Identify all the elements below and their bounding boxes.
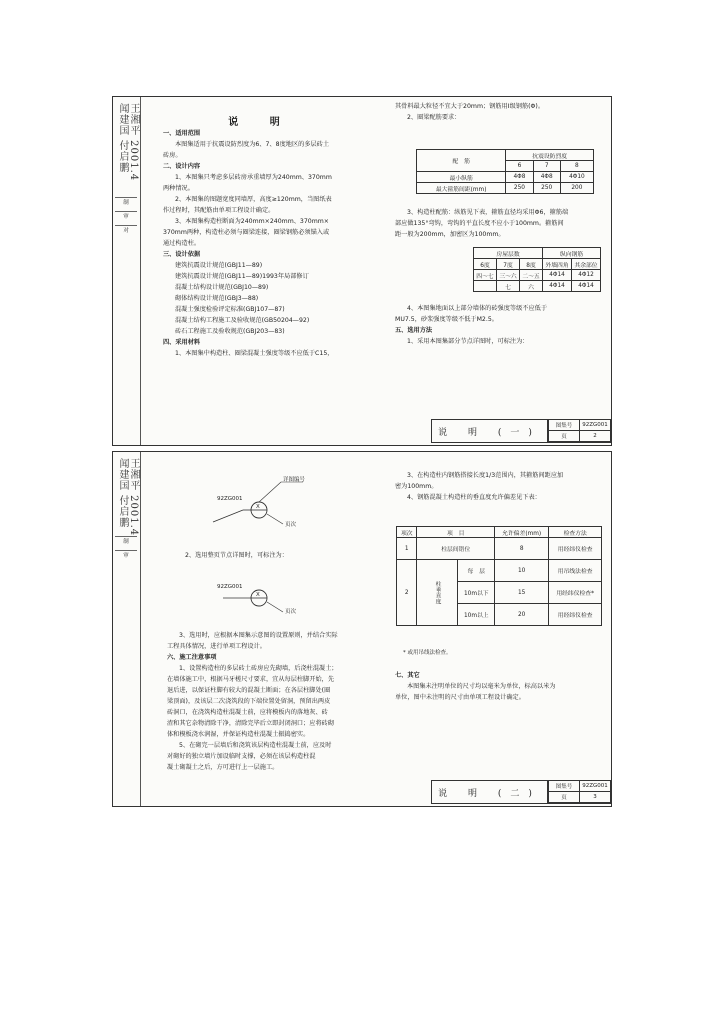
text-line: 混凝土结构工程施工及验收规范(GB50204—92) bbox=[175, 317, 310, 324]
callout-page: 页次 bbox=[285, 609, 297, 615]
section-heading: 五、选用方法 bbox=[395, 327, 433, 334]
text-line: 单位，图中未注明的尺寸由单项工程设计确定。 bbox=[395, 694, 525, 701]
text-line: 1、采用本图集部分节点详图时，可标注为： bbox=[407, 338, 529, 345]
side-cell: 制 bbox=[115, 536, 137, 549]
table-cell: 用经纬仪检查* bbox=[549, 582, 602, 604]
side-cell: 制 bbox=[115, 197, 137, 210]
text-line: 本图集适用于抗震设防烈度为6、7、8度地区的多层砖土 bbox=[175, 141, 330, 148]
table-header: 8 bbox=[560, 161, 593, 172]
callout-code: 92ZG001 bbox=[217, 584, 243, 590]
text-line: 渣和其它杂物清除干净，清除完毕后立即封闭洞口；应将砖砌 bbox=[167, 720, 335, 727]
text-line: MU7.5，砂浆强度等级不低于M2.5。 bbox=[395, 316, 498, 323]
table-cell: 4Φ8 bbox=[533, 172, 560, 183]
text-line: 通过构造柱。 bbox=[163, 240, 201, 247]
title-cell: 图集号 bbox=[548, 781, 579, 792]
table-cell: 10 bbox=[495, 560, 549, 582]
right-text-bottom bbox=[395, 303, 601, 347]
table-header: 6 bbox=[506, 161, 533, 172]
table-cell: 10m以上 bbox=[458, 604, 495, 626]
table-cell: 柱垂直度 bbox=[417, 560, 458, 626]
title-cell: 3 bbox=[579, 792, 610, 803]
side-cell: 审 bbox=[115, 211, 137, 224]
table-cell: 4Φ10 bbox=[560, 172, 593, 183]
callout-caption bbox=[173, 550, 363, 561]
signature-1: 闻建国 付启鹏 bbox=[117, 458, 128, 529]
table-cell: 2 bbox=[397, 560, 417, 626]
text-line: 建筑抗震设计规范(GBJ11—89)1993年局部修订 bbox=[175, 273, 309, 280]
right-text-bottom bbox=[395, 670, 601, 703]
table-cell: 每 层 bbox=[458, 560, 495, 582]
table-cell: 1 bbox=[397, 538, 417, 560]
table-note: * 或用吊线法检查。 bbox=[403, 650, 452, 656]
text-line: 体和模板浇水润湿，并保证构造柱混凝土振捣密实。 bbox=[167, 731, 310, 738]
sheet-title: 说 明 (二) bbox=[432, 781, 548, 803]
signature-1: 闻建国 付启鹏 bbox=[117, 103, 128, 174]
callout-page: 页次 bbox=[285, 522, 297, 528]
text-line: 1、本图集只考虑多层砖房承重墙厚为240mm、370mm bbox=[175, 174, 332, 181]
right-column bbox=[395, 470, 601, 503]
table-cell: 250 bbox=[506, 183, 533, 194]
left-text-block bbox=[167, 630, 371, 773]
table-cell: 最大箍筋间距(mm) bbox=[417, 183, 506, 194]
table-header: 纵向钢筋 bbox=[543, 248, 601, 259]
text-line: 砌体结构设计规范(GBJ3—88) bbox=[175, 295, 259, 302]
table-cell: 用经纬仪检查 bbox=[549, 604, 602, 626]
text-line: 370mm两种，构造柱必须与圈梁连接，圈梁钢筋必须锚入或 bbox=[163, 229, 330, 236]
table-row bbox=[474, 281, 601, 292]
text-line: 工程具体情况，进行单项工程设计。 bbox=[167, 643, 266, 650]
table-cell: 柱层间错位 bbox=[417, 538, 495, 560]
table-header: 检查方法 bbox=[549, 527, 602, 538]
title-cell: 92ZG001 bbox=[579, 420, 610, 431]
text-line: 作过程时，其配筋由单项工程设计确定。 bbox=[163, 207, 275, 214]
table-header: 外墙四角 bbox=[543, 259, 572, 270]
table-cell: 用经纬仪检查 bbox=[549, 538, 602, 560]
table-cell: 二～五 bbox=[520, 270, 543, 281]
signature-2: 王湘平 2001.4 bbox=[128, 103, 139, 182]
side-cell: 审 bbox=[115, 550, 137, 563]
text-line: 3、本图集构造柱断面为240mm×240mm、370mm× bbox=[175, 218, 329, 225]
table-header: 7 bbox=[533, 161, 560, 172]
text-line: 5、在砌完一层墙后和浇筑该层构造柱混凝土前，应及时 bbox=[179, 742, 332, 749]
callout-label: 详图编号 bbox=[283, 477, 306, 483]
table-header: 其余部位 bbox=[572, 259, 601, 270]
right-text-top bbox=[395, 470, 601, 503]
page-callout-symbol bbox=[203, 576, 323, 620]
callout-mark: X bbox=[256, 592, 260, 598]
text-line: 对砌好的独立墙片加设临时支撑，必须在该层构造柱混 bbox=[167, 753, 316, 760]
right-column bbox=[395, 101, 601, 123]
ring-beam-table bbox=[416, 149, 594, 194]
table-header: 允许偏差(mm) bbox=[495, 527, 549, 538]
section-heading: 七、其它 bbox=[395, 672, 420, 679]
text-line: 梁顶面)，及该层二次浇筑段的下端位置处留洞，预留出两皮 bbox=[167, 698, 331, 705]
signature-2: 王湘平 2001.4 bbox=[128, 458, 139, 537]
text-line: 4、钢筋混凝土构造柱的垂直度允许偏差见下表： bbox=[407, 494, 541, 501]
text-line: 2、圈梁配筋要求： bbox=[407, 114, 461, 121]
left-column bbox=[163, 117, 359, 359]
text-line: 部应做135°弯钩，弯钩的平直长度不应小于100mm。箍筋间 bbox=[395, 220, 564, 227]
table-row bbox=[417, 172, 594, 183]
table-cell: 六 bbox=[520, 281, 543, 292]
table-cell: 15 bbox=[495, 582, 549, 604]
drawing-sheet-2 bbox=[112, 451, 612, 807]
table-header: 7度 bbox=[497, 259, 520, 270]
table-cell bbox=[474, 281, 497, 292]
text-line: 混凝土强度检验评定标准(GBJ107—87) bbox=[175, 306, 285, 313]
right-text-mid bbox=[395, 207, 601, 240]
section-heading: 六、施工注意事项 bbox=[167, 654, 217, 661]
title-block bbox=[431, 780, 611, 804]
table-cell: 最小纵筋 bbox=[417, 172, 506, 183]
text-line: 退后进，以保证柱脚有较大的混凝土断面；在各层柱脚处(圈 bbox=[167, 687, 331, 694]
right-column-bottom bbox=[395, 670, 601, 703]
title-cell: 2 bbox=[579, 431, 610, 442]
table-cell: 4Φ8 bbox=[506, 172, 533, 183]
text-line: 砖洞口，在浇筑构造柱混凝土前，应将模板内的落地灰、砖 bbox=[167, 709, 328, 716]
section-heading: 三、设计依据 bbox=[163, 251, 201, 258]
title-block bbox=[431, 419, 611, 443]
left-text-block bbox=[163, 128, 359, 359]
table-cell: 8 bbox=[495, 538, 549, 560]
sheet-title: 说 明 (一) bbox=[432, 420, 548, 442]
table-header: 项 目 bbox=[417, 527, 495, 538]
table-header: 房屋层数 bbox=[474, 248, 543, 259]
section-heading: 四、采用材料 bbox=[163, 339, 201, 346]
table-cell: 250 bbox=[533, 183, 560, 194]
tolerance-table bbox=[396, 526, 602, 626]
right-text-top bbox=[395, 101, 601, 123]
table-header: 6度 bbox=[474, 259, 497, 270]
table-cell: 200 bbox=[560, 183, 593, 194]
table-row bbox=[474, 270, 601, 281]
text-line: 1、设置构造柱的多层砖土砖房应先砌墙，后浇柱混凝土； bbox=[179, 665, 338, 672]
text-line: 4、本图集地面以上部分墙体的砖强度等级不应低于 bbox=[407, 305, 548, 312]
table-row bbox=[397, 560, 602, 582]
text-line: 凝土砌凝土之后，方可进行上一层施工。 bbox=[167, 764, 279, 771]
side-cell: 对 bbox=[115, 225, 137, 238]
signature-strip bbox=[113, 97, 141, 445]
table-cell: 三～六 bbox=[497, 270, 520, 281]
column-rebar-table bbox=[473, 247, 601, 292]
text-line: 两种情况。 bbox=[163, 185, 194, 192]
table-header: 配 筋 bbox=[417, 150, 506, 172]
table-cell: 七 bbox=[497, 281, 520, 292]
table-row bbox=[397, 538, 602, 560]
table-cell: 10m以下 bbox=[458, 582, 495, 604]
text-line: 3、构造柱配筋：纵筋见下表，箍筋直径均采用Φ6，箍筋端 bbox=[407, 209, 569, 216]
text-line: 3、选用时，应根据本图集示意图的设置原则，并结合实际 bbox=[179, 632, 338, 639]
callout-code: 92ZG001 bbox=[217, 496, 243, 502]
caption-text: 2、选用整页节点详图时，可标注为： bbox=[185, 552, 288, 559]
table-cell: 4Φ14 bbox=[543, 281, 572, 292]
callout-mark: X bbox=[256, 504, 260, 510]
title-cell: 页 bbox=[548, 431, 579, 442]
table-header: 项次 bbox=[397, 527, 417, 538]
title-cell: 页 bbox=[548, 792, 579, 803]
title-cell: 图集号 bbox=[548, 420, 579, 431]
page-heading: 说 明 bbox=[228, 117, 294, 128]
text-line: 建筑抗震设计规范(GBJ11—89) bbox=[175, 262, 263, 269]
title-cell: 92ZG001 bbox=[579, 781, 610, 792]
text-line: 在墙体施工中，根据马牙槎尺寸要求，宜从每层柱脚开始，先 bbox=[167, 676, 335, 683]
table-header: 抗震设防烈度 bbox=[506, 150, 594, 161]
table-row bbox=[417, 183, 594, 194]
text-line: 2、本图集的图题宽度同墙厚，高度≥120mm，当图纸表 bbox=[175, 196, 332, 203]
left-column bbox=[167, 630, 371, 773]
table-header: 8度 bbox=[520, 259, 543, 270]
signature-strip bbox=[113, 452, 141, 806]
section-heading: 一、适用范围 bbox=[163, 130, 201, 137]
text-line: 砖房。 bbox=[163, 152, 182, 159]
text-line: 距一般为200mm，加密区为100mm。 bbox=[395, 231, 505, 238]
text-line: 1、本图集中构造柱、圈梁混凝土强度等级不应低于C15， bbox=[175, 350, 334, 357]
text-line: 3、在构造柱内钢筋搭接长度1/3范围内，其箍筋间距应加 bbox=[407, 472, 564, 479]
table-cell: 20 bbox=[495, 604, 549, 626]
table-cell: 4Φ14 bbox=[543, 270, 572, 281]
text-line: 密为100mm。 bbox=[395, 483, 438, 490]
drawing-sheet-1 bbox=[112, 96, 612, 446]
section-heading: 二、设计内容 bbox=[163, 163, 201, 170]
text-line: 其骨料最大粒径不宜大于20mm；钢筋用Ⅰ级钢筋(Φ)。 bbox=[395, 103, 545, 110]
table-cell: 4Φ12 bbox=[572, 270, 601, 281]
text-line: 混凝土结构设计规范(GBJ10—89) bbox=[175, 284, 269, 291]
text-line: 砖石工程施工及验收规范(GBJ203—83) bbox=[175, 328, 285, 335]
table-cell: 用吊线法检查 bbox=[549, 560, 602, 582]
table-cell: 四～七 bbox=[474, 270, 497, 281]
text-line: 本图集未注明单位的尺寸均以毫米为单位，标高以米为 bbox=[407, 683, 556, 690]
table-cell: 4Φ14 bbox=[572, 281, 601, 292]
right-column-mid bbox=[395, 207, 601, 240]
right-column-bottom bbox=[395, 303, 601, 347]
